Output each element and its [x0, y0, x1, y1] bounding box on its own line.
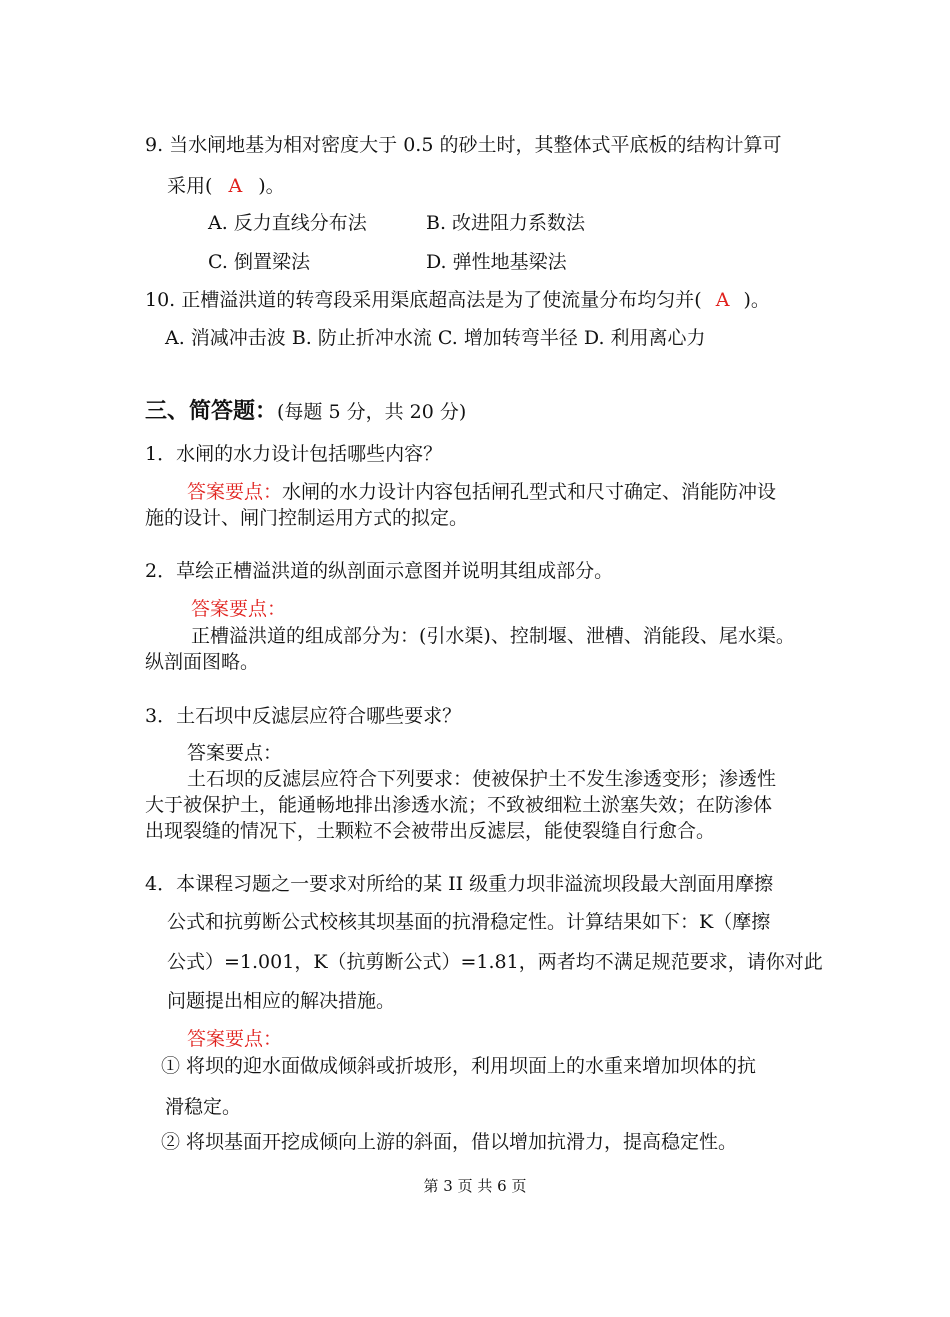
- q9-option-b: B. 改进阻力系数法: [426, 212, 586, 234]
- s1-answer-line2: 施的设计、闸门控制运用方式的拟定。: [145, 507, 469, 529]
- s3-answer-line3: 出现裂缝的情况下，土颗粒不会被带出反滤层，能使裂缝自行愈合。: [145, 820, 716, 842]
- q10-suffix: )。: [743, 289, 770, 311]
- s1-answer-line1: [187, 478, 776, 506]
- q9-line2-prefix: 采用(: [167, 175, 213, 197]
- q10-line: [145, 286, 770, 314]
- s3-question: 3．土石坝中反滤层应符合哪些要求？: [145, 705, 462, 727]
- s2-answer-line2: 纵剖面图略。: [145, 651, 260, 673]
- s4-answer-label: 答案要点：: [187, 1028, 283, 1050]
- s2-answer-line1: 正槽溢洪道的组成部分为：(引水渠)、控制堰、泄槽、消能段、尾水渠。: [191, 625, 795, 647]
- s3-answer-line2: 大于被保护土，能通畅地排出渗透水流；不致被细粒土淤塞失效；在防渗体: [145, 794, 773, 816]
- s4-question-line1: 4．本课程习题之一要求对所给的某 II 级重力坝非溢流坝段最大剖面用摩擦: [145, 873, 774, 895]
- s1-answer-label: 答案要点：: [187, 481, 283, 503]
- s2-question: 2．草绘正槽溢洪道的纵剖面示意图并说明其组成部分。: [145, 560, 614, 582]
- s4-question-line2: 公式和抗剪断公式校核其坝基面的抗滑稳定性。计算结果如下：K（摩擦: [167, 911, 771, 933]
- q9-option-d: D. 弹性地基梁法: [426, 251, 567, 273]
- q9-line1: 9. 当水闸地基为相对密度大于 0.5 的砂土时，其整体式平底板的结构计算可: [145, 134, 782, 156]
- q9-line2-suffix: )。: [258, 175, 285, 197]
- section3-note: (每题 5 分，共 20 分): [277, 401, 467, 423]
- s1-answer-text1: 水闸的水力设计内容包括闸孔型式和尺寸确定、消能防冲设: [282, 481, 777, 503]
- s4-answer-line2: 滑稳定。: [165, 1096, 242, 1118]
- q9-line2: [167, 172, 285, 200]
- s3-answer-line1: 土石坝的反滤层应符合下列要求：使被保护土不发生渗透变形；渗透性: [187, 768, 777, 790]
- s4-question-line3: 公式）=1.001，K（抗剪断公式）=1.81，两者均不满足规范要求，请你对此: [167, 951, 823, 973]
- page-footer: 第 3 页 共 6 页: [423, 1177, 527, 1195]
- section3-title: 三、简答题：: [145, 398, 278, 424]
- q9-answer: A: [228, 175, 243, 197]
- s3-answer-label: 答案要点：: [187, 742, 283, 764]
- q9-option-c: C. 倒置梁法: [208, 251, 310, 273]
- q10-options: A. 消减冲击波 B. 防止折冲水流 C. 增加转弯半径 D. 利用离心力: [165, 327, 706, 349]
- q10-answer: A: [715, 289, 730, 311]
- s1-question: 1．水闸的水力设计包括哪些内容？: [145, 443, 443, 465]
- s4-question-line4: 问题提出相应的解决措施。: [167, 990, 396, 1012]
- s2-answer-label: 答案要点：: [191, 598, 287, 620]
- s4-answer-line1: ① 将坝的迎水面做成倾斜或折坡形，利用坝面上的水重来增加坝体的抗: [161, 1055, 757, 1077]
- section3-heading: [145, 397, 466, 426]
- q9-option-a: A. 反力直线分布法: [208, 212, 367, 234]
- q10-prefix: 10. 正槽溢洪道的转弯段采用渠底超高法是为了使流量分布均匀并(: [145, 289, 702, 311]
- s4-answer-line3: ② 将坝基面开挖成倾向上游的斜面，借以增加抗滑力，提高稳定性。: [161, 1131, 738, 1153]
